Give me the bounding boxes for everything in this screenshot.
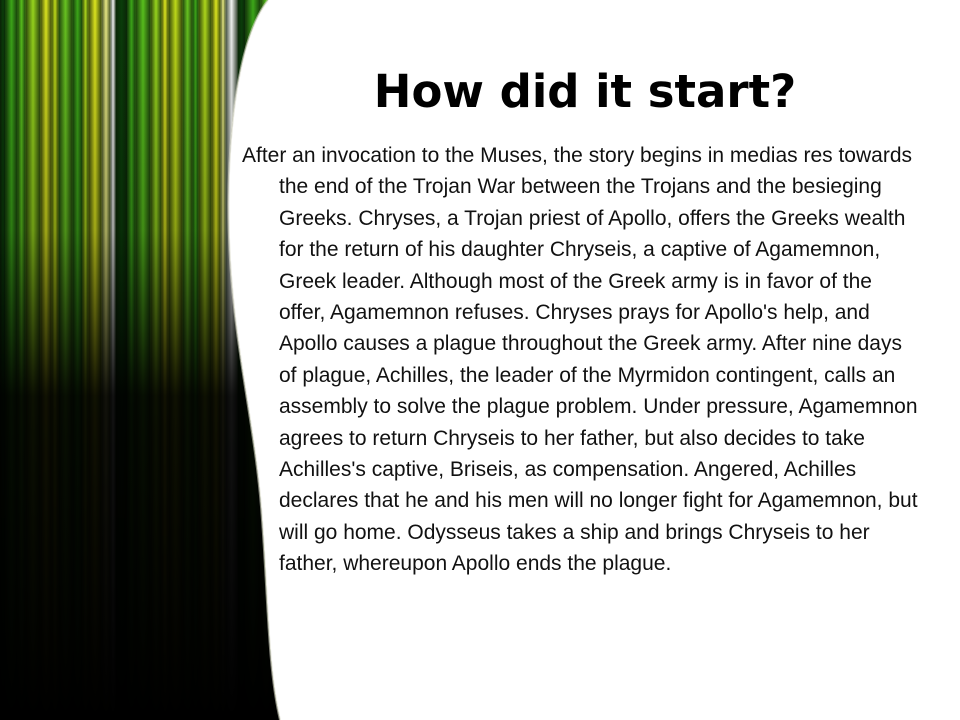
slide-title: How did it start?	[373, 65, 797, 118]
slide-body-text: After an invocation to the Muses, the story begins in medias res towards the end of the Trojan War between the Trojans and the besieging Greeks. Chryses, a Trojan priest of Apollo, offers the Greeks wealth for the return of his daughter Chryseis, a captive of Agamemnon, Greek leader. Although most of the Greek army is in favor of the offer, Agamemnon refuses. Chryses prays for Apollo's help, and Apollo causes a plague throughout the Greek army. After nine days of plague, Achilles, the leader of the Myrmidon contingent, calls an assembly to solve the plague problem. Under pressure, Agamemnon agrees to return Chryseis to her father, but also decides to take Achilles's captive, Briseis, as compensation. Angered, Achilles declares that he and his men will no longer fight for Agamemnon, but will go home. Odysseus takes a ship and brings Chryseis to her father, whereupon Apollo ends the plague.	[242, 144, 918, 576]
